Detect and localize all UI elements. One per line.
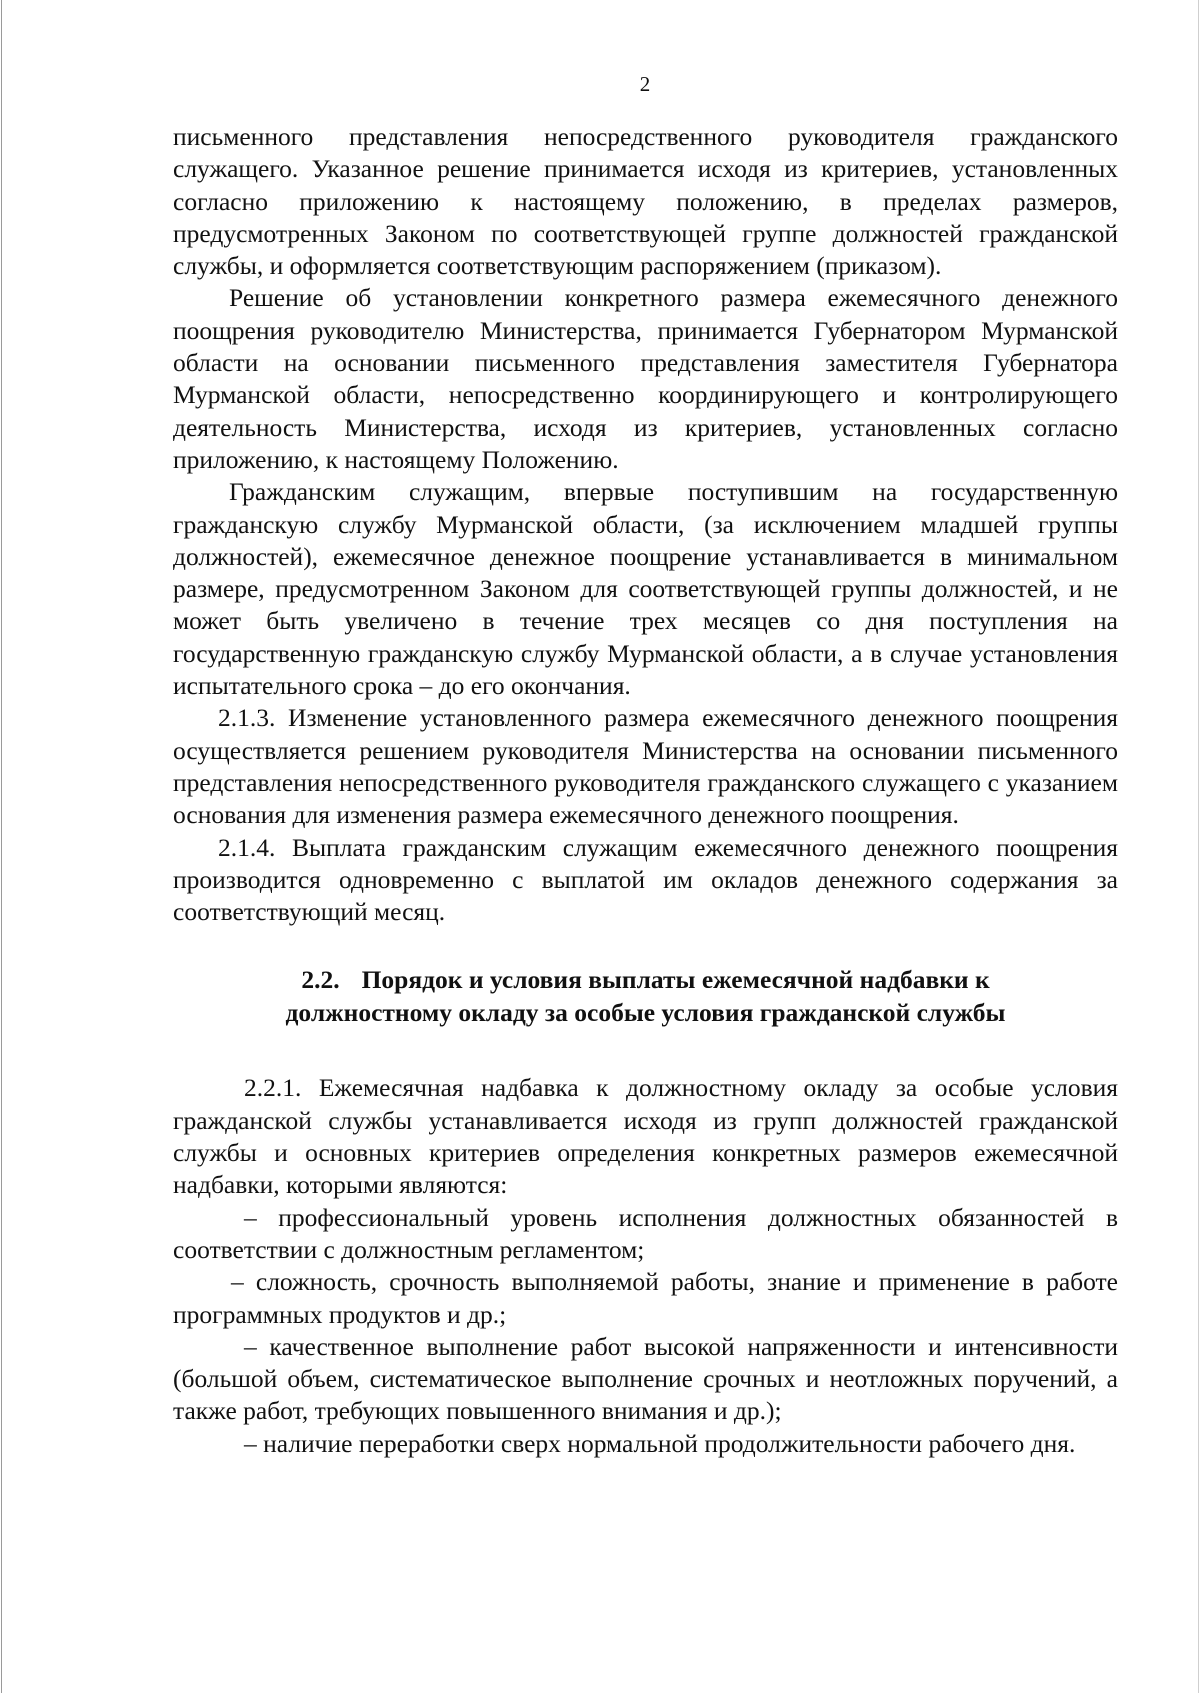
paragraph-new-servants: Гражданским служащим, впервые поступившим на государственную гражданскую службу Мурманской области, (за исключением младшей группы должностей), ежемесячное денежное поощрение устанавливается в минимальном размере, предусмотренном Законом для соответствующей группы должностей, и не может быть увеличено в течение трех месяцев со дня поступления на государственную гражданскую службу Мурманской области, а в случае установления испытательного срока – до его окончания. (173, 477, 1118, 701)
document-body (173, 121, 1118, 1460)
scan-right-edge (1198, 0, 1199, 1693)
paragraph-continuation: письменного представления непосредственного руководителя гражданского служащего. Указанное решение принимается исходя из критериев, установленных согласно приложению к настоящему положению, в пределах размеров, предусмотренных Законом по соответствующей группе должностей гражданской службы, и оформляется соответствующим распоряжением (приказом). (173, 122, 1118, 281)
criteria-item: – сложность, срочность выполняемой работы, знание и применение в работе программных продуктов и др.; (173, 1267, 1118, 1329)
paragraph-governor-decision: Решение об установлении конкретного размера ежемесячного денежного поощрения руководителю Министерства, принимается Губернатором Мурманской области на основании письменного представления заместителя Губернатора Мурманской области, непосредственно координирующего и контролирующего деятельность Министерства, исходя из критериев, установленных согласно приложению, к настоящему Положению. (173, 283, 1118, 474)
paragraph-2-1-3: 2.1.3. Изменение установленного размера ежемесячного денежного поощрения осуществляется решением руководителя Министерства на основании письменного представления непосредственного руководителя гражданского служащего с указанием основания для изменения размера ежемесячного денежного поощрения. (173, 703, 1118, 830)
section-heading-2-2 (173, 964, 1118, 1029)
paragraph-2-2-1: 2.2.1. Ежемесячная надбавка к должностному окладу за особые условия гражданской службы устанавливается исходя из групп должностей гражданской службы и основных критериев определения конкретных размеров ежемесячной надбавки, которыми являются: (173, 1073, 1118, 1200)
section-heading-line2: должностному окладу за особые условия гражданской службы (285, 997, 1006, 1027)
page-number: 2 (639, 72, 651, 96)
scan-left-edge (1, 0, 2, 1693)
paragraph-2-1-4: 2.1.4. Выплата гражданским служащим ежемесячного денежного поощрения производится одновременно с выплатой им окладов денежного содержания за соответствующий месяц. (173, 832, 1118, 927)
criteria-item: – качественное выполнение работ высокой напряженности и интенсивности (большой объем, систематическое выполнение срочных и неотложных поручений, а также работ, требующих повышенного внимания и др.); (173, 1331, 1118, 1426)
criteria-item: – наличие переработки сверх нормальной продолжительности рабочего дня. (244, 1428, 1076, 1458)
section-heading-line1: Порядок и условия выплаты ежемесячной надбавки к (361, 965, 990, 995)
criteria-item: – профессиональный уровень исполнения должностных обязанностей в соответствии с должностным регламентом; (173, 1202, 1118, 1264)
section-heading-number: 2.2. (301, 965, 340, 995)
